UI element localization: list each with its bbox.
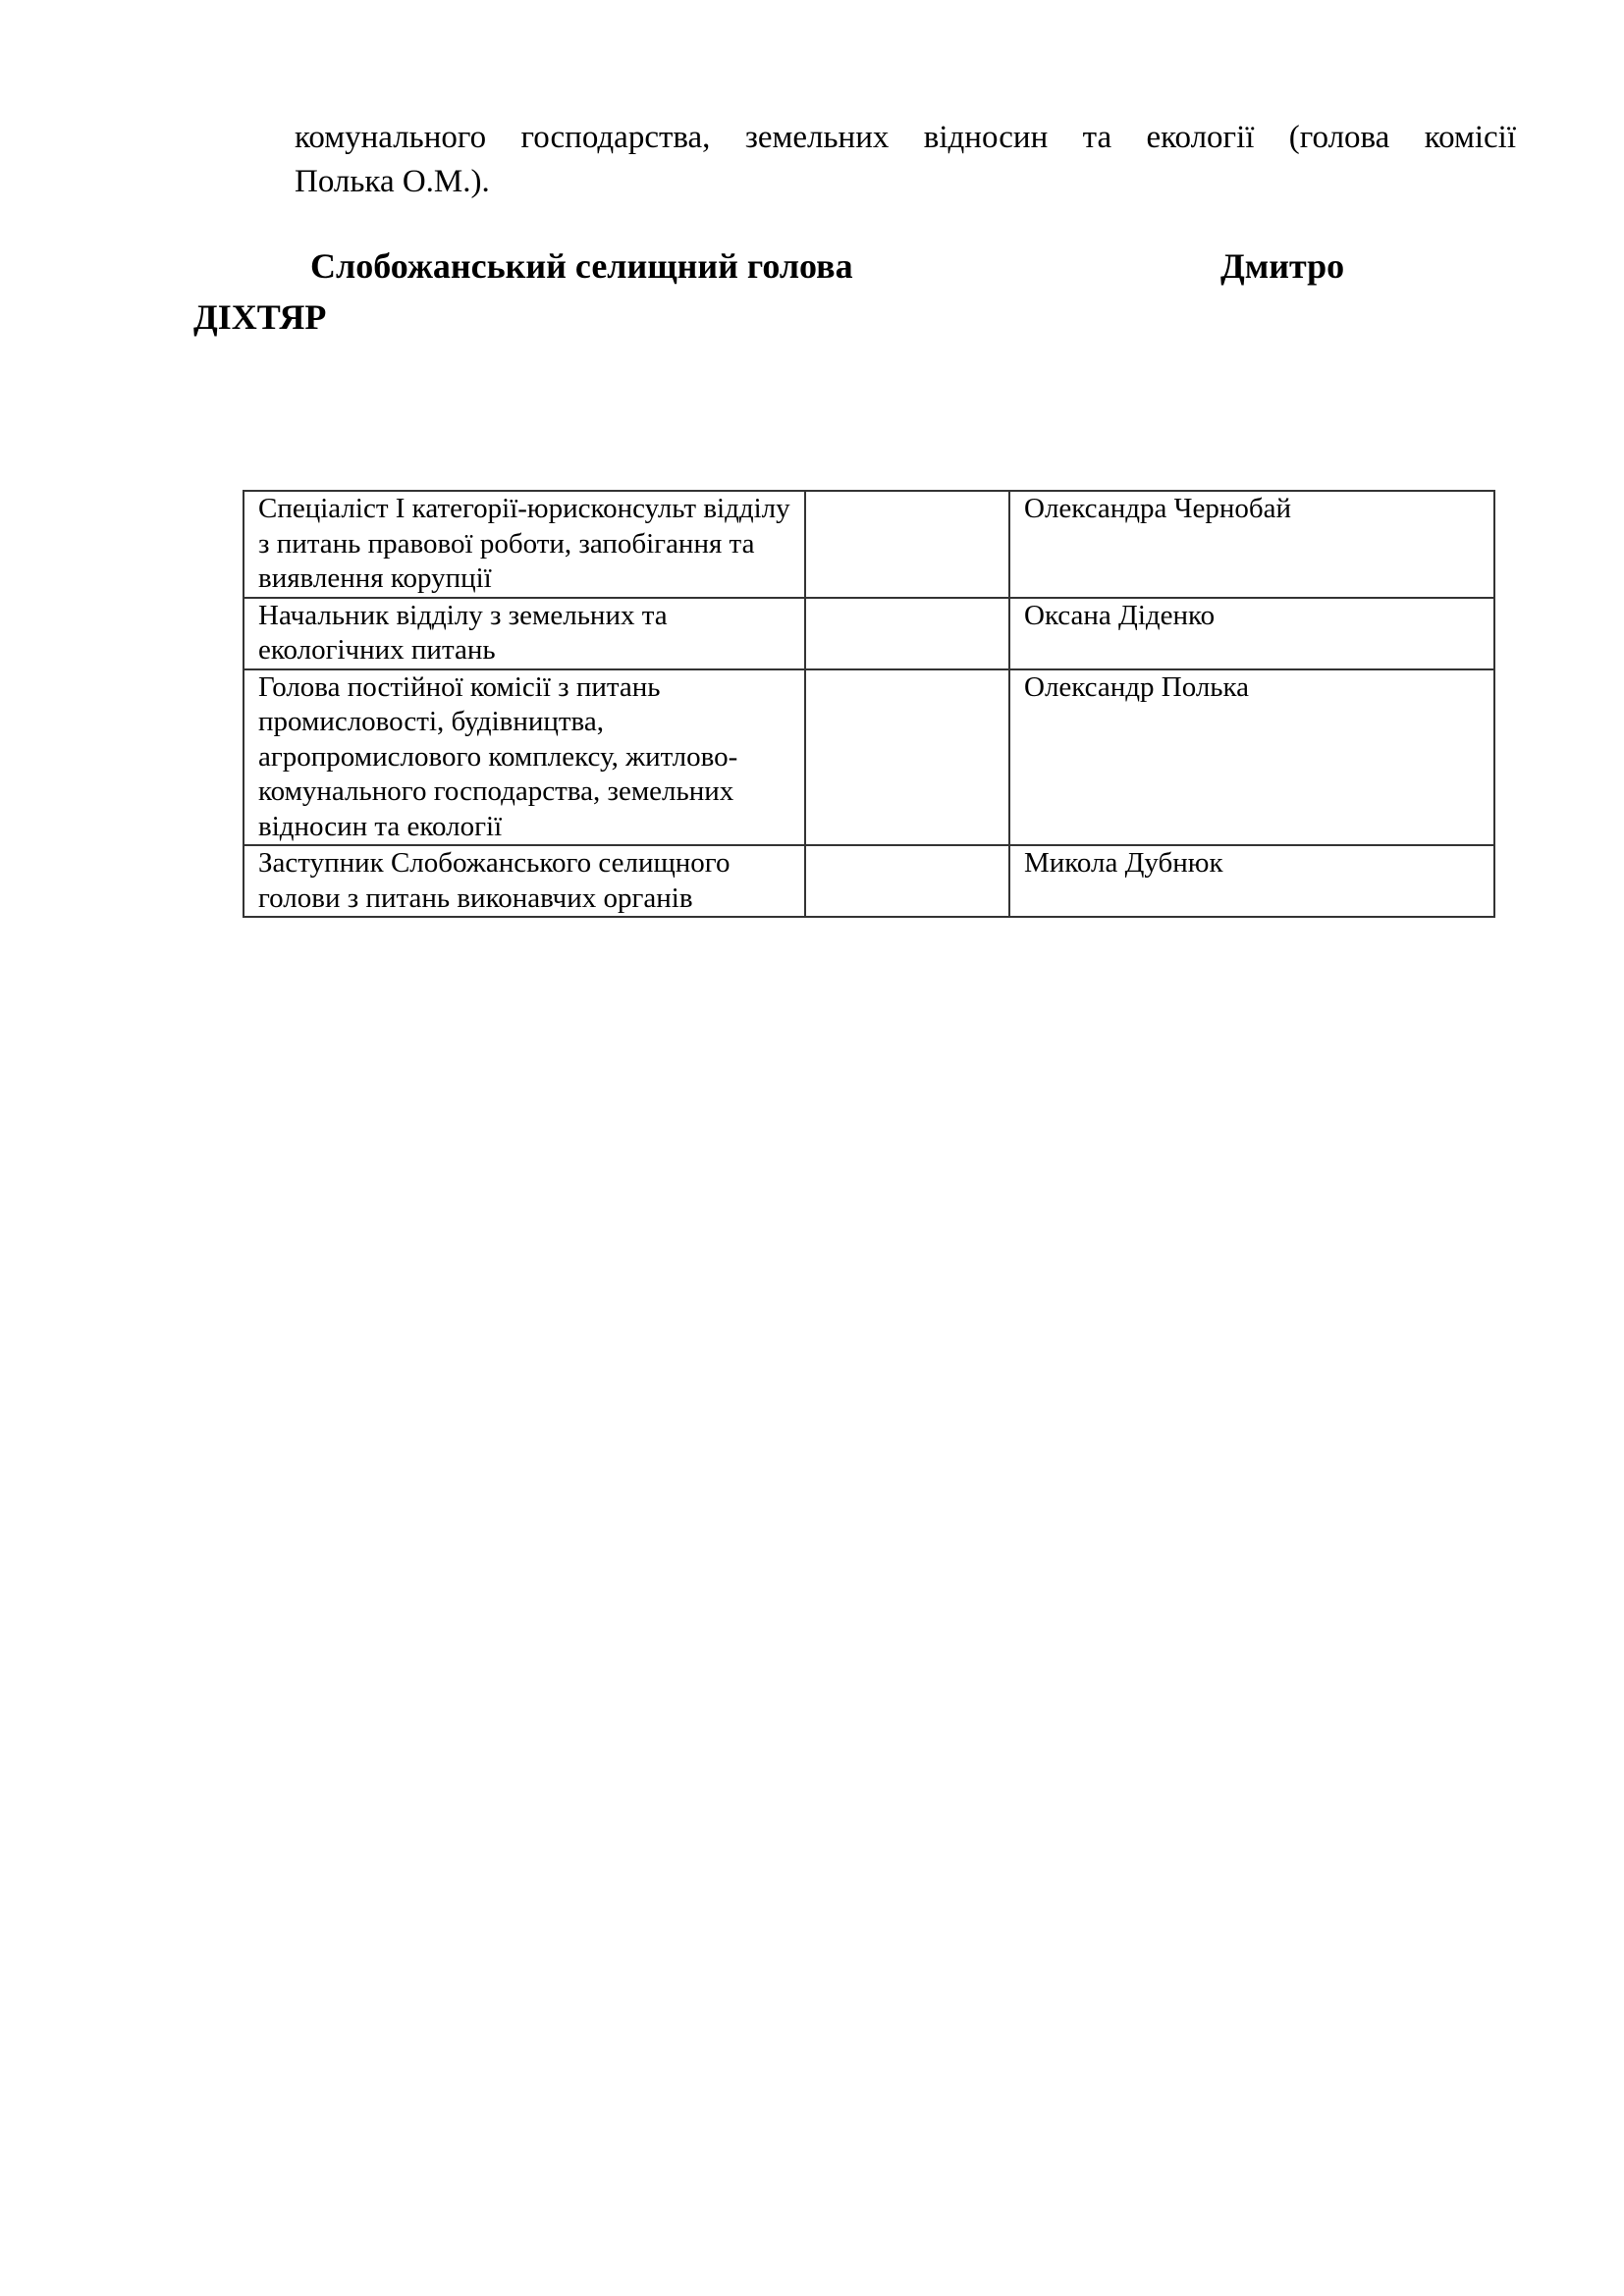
signature-cell [805, 845, 1009, 917]
table-row [244, 491, 1494, 598]
position-cell: Спеціаліст І категорії-юрисконсульт відділу з питань правової роботи, запобігання та виявлення корупції [244, 491, 805, 598]
closing-paragraph [295, 116, 1516, 204]
signature-first-name: Дмитро [1220, 246, 1345, 286]
paragraph-line: комунального господарства, земельних відносин та екології (голова комісії [295, 120, 1516, 155]
table-row [244, 598, 1494, 669]
position-cell: Голова постійної комісії з питань промисловості, будівництва, агропромислового комплексу, житлово-комунального господарства, земельних відносин та екології [244, 669, 805, 846]
name-cell: Оксана Діденко [1009, 598, 1494, 669]
signature-title: Слобожанський селищний голова [310, 246, 853, 286]
signature-last-name: ДІХТЯР [193, 297, 327, 337]
name-cell: Олександр Полька [1009, 669, 1494, 846]
table-row [244, 845, 1494, 917]
name-cell: Микола Дубнюк [1009, 845, 1494, 917]
position-cell: Заступник Слобожанського селищного голови з питань виконавчих органів [244, 845, 805, 917]
name-cell: Олександра Чернобай [1009, 491, 1494, 598]
paragraph-line: Полька О.М.). [295, 164, 490, 199]
signature-cell [805, 598, 1009, 669]
signature-cell [805, 669, 1009, 846]
table-row [244, 669, 1494, 846]
approval-table [243, 490, 1495, 918]
signature-cell [805, 491, 1009, 598]
position-cell: Начальник відділу з земельних та екологічних питань [244, 598, 805, 669]
